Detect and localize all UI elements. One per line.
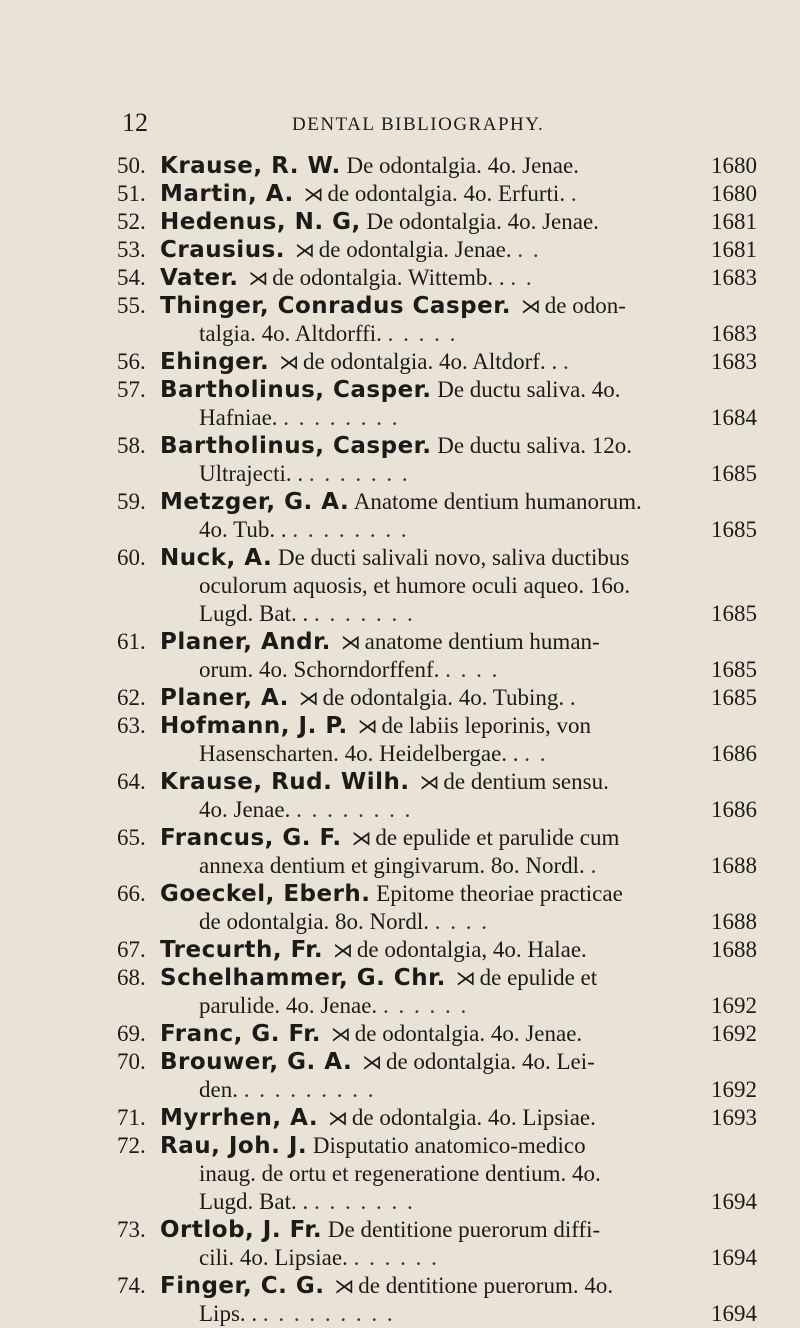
entry-text bbox=[160, 180, 677, 208]
entry-line bbox=[117, 1048, 757, 1076]
entry-line bbox=[117, 1020, 757, 1048]
entry-title: de odontalgia. Jenae. bbox=[318, 237, 512, 262]
entry-title: de odontalgia. 8o. Nordl. bbox=[199, 909, 429, 934]
entry-title: oculorum aquosis, et humore oculi aqueo. 16o. bbox=[199, 573, 631, 598]
dagger-mark-icon: ⋊ bbox=[351, 826, 372, 850]
entry-title: de odontalgia. 4o. Erfurti. bbox=[327, 181, 566, 206]
entry-title: de labiis leporinis, von bbox=[381, 713, 591, 738]
entry-author: Rau, Joh. J. bbox=[160, 1133, 308, 1159]
entry-author: Metzger, G. A. bbox=[160, 489, 350, 515]
entry-title: Anatome dentium humanorum. bbox=[353, 489, 642, 514]
entry-line bbox=[117, 1188, 757, 1216]
entry-title: parulide. 4o. Jenae. bbox=[199, 993, 378, 1018]
bibliography-entry bbox=[117, 348, 757, 376]
leader-dots: . . bbox=[517, 237, 541, 262]
entry-author: Schelhammer, G. Chr. bbox=[160, 965, 446, 991]
entry-number: 65. bbox=[117, 825, 146, 850]
entry-title: de epulide et bbox=[479, 965, 598, 990]
page-number: 12 bbox=[122, 108, 148, 137]
bibliography-entry bbox=[117, 684, 757, 712]
entry-title: den. bbox=[199, 1077, 238, 1102]
entry-text bbox=[160, 1132, 677, 1160]
entry-line bbox=[117, 264, 757, 292]
entry-title: De dentitione puerorum diffi- bbox=[327, 1217, 601, 1242]
entry-text bbox=[199, 1160, 677, 1188]
entry-number: 51. bbox=[117, 181, 146, 206]
entry-number: 57. bbox=[117, 377, 146, 402]
entry-text bbox=[160, 768, 677, 796]
entry-line bbox=[117, 768, 757, 796]
entry-number: 54. bbox=[117, 265, 146, 290]
entry-number: 74. bbox=[117, 1273, 146, 1298]
entry-text bbox=[160, 1020, 677, 1048]
entry-line bbox=[117, 208, 757, 236]
entry-text bbox=[160, 376, 677, 404]
entry-line bbox=[117, 516, 757, 544]
dagger-mark-icon: ⋊ bbox=[298, 686, 319, 710]
entry-text bbox=[199, 1300, 677, 1328]
entry-line bbox=[117, 684, 757, 712]
bibliography-entry bbox=[117, 264, 757, 292]
entry-text bbox=[160, 488, 677, 516]
entry-line bbox=[117, 544, 757, 572]
entry-line bbox=[117, 852, 757, 880]
bibliography-entry bbox=[117, 1104, 757, 1132]
entry-title: de dentium sensu. bbox=[443, 769, 609, 794]
bibliography-entry bbox=[117, 376, 757, 432]
entry-number: 55. bbox=[117, 293, 146, 318]
bibliography-entry bbox=[117, 1048, 757, 1104]
entry-text bbox=[199, 1188, 677, 1216]
bibliography-entry bbox=[117, 1132, 757, 1216]
entry-number: 66. bbox=[117, 881, 146, 906]
entry-title: De ductu saliva. 4o. bbox=[437, 377, 621, 402]
entry-title: de odontalgia. 4o. Altdorf. . bbox=[302, 349, 558, 374]
bibliography-entry bbox=[117, 544, 757, 628]
entry-title: De odontalgia. 4o. Jenae. bbox=[366, 209, 599, 234]
entry-line bbox=[117, 1160, 757, 1188]
entry-text bbox=[160, 236, 677, 264]
entry-title: annexa dentium et gingivarum. 8o. Nordl. bbox=[199, 853, 585, 878]
bibliography-entry bbox=[117, 292, 757, 348]
entry-number: 61. bbox=[117, 629, 146, 654]
bibliography-entry bbox=[117, 964, 757, 1020]
entry-text bbox=[160, 432, 677, 460]
leader-dots: . . bbox=[510, 265, 534, 290]
bibliography-list bbox=[117, 152, 757, 1328]
dagger-mark-icon: ⋊ bbox=[327, 1106, 348, 1130]
entry-author: Bartholinus, Casper. bbox=[160, 433, 432, 459]
entry-line bbox=[117, 404, 757, 432]
entry-text bbox=[160, 880, 677, 908]
leader-dots: . . . . . . . bbox=[314, 601, 415, 626]
entry-text bbox=[199, 1244, 677, 1272]
entry-year: 1692 bbox=[711, 1077, 757, 1102]
entry-year: 1688 bbox=[711, 937, 757, 962]
entry-text bbox=[160, 1048, 677, 1076]
dagger-mark-icon: ⋊ bbox=[332, 938, 353, 962]
entry-author: Myrrhen, A. bbox=[160, 1105, 319, 1131]
entry-line bbox=[117, 292, 757, 320]
page-header bbox=[122, 108, 682, 138]
entry-title: 4o. Tub. . bbox=[199, 517, 287, 542]
entry-title: Lips. . bbox=[199, 1301, 258, 1326]
entry-line bbox=[117, 880, 757, 908]
leader-dots: . . . . . . . . bbox=[292, 517, 409, 542]
entry-line bbox=[117, 1076, 757, 1104]
entry-text bbox=[199, 852, 677, 880]
entry-title: De odontalgia. 4o. Jenae. bbox=[346, 153, 579, 178]
entry-text bbox=[160, 348, 677, 376]
entry-title: Hasenscharten. 4o. Heidelbergae. . bbox=[199, 741, 519, 766]
entry-author: Ortlob, J. Fr. bbox=[160, 1217, 323, 1243]
entry-text bbox=[160, 936, 677, 964]
entry-text bbox=[160, 824, 677, 852]
dagger-mark-icon: ⋊ bbox=[248, 266, 269, 290]
entry-line bbox=[117, 572, 757, 600]
entry-year: 1685 bbox=[711, 685, 757, 710]
leader-dots: . . . . bbox=[445, 657, 500, 682]
leader-dots: . . . . . . . . bbox=[283, 405, 400, 430]
entry-text bbox=[199, 460, 677, 488]
entry-title: anatome dentium human- bbox=[364, 629, 600, 654]
entry-line bbox=[117, 628, 757, 656]
dagger-mark-icon: ⋊ bbox=[361, 1050, 382, 1074]
running-title: DENTAL BIBLIOGRAPHY. bbox=[292, 114, 545, 135]
entry-author: Francus, G. F. bbox=[160, 825, 342, 851]
entry-author: Nuck, A. bbox=[160, 545, 273, 571]
entry-year: 1684 bbox=[711, 405, 757, 430]
entry-text bbox=[199, 740, 677, 768]
dagger-mark-icon: ⋊ bbox=[294, 238, 315, 262]
entry-title: talgia. 4o. Altdorffi. bbox=[199, 321, 382, 346]
entry-title: cili. 4o. Lipsiae. bbox=[199, 1245, 348, 1270]
entry-title: orum. 4o. Schorndorffenf. bbox=[199, 657, 440, 682]
entry-author: Martin, A. bbox=[160, 181, 294, 207]
entry-text bbox=[199, 572, 677, 600]
leader-dots: . . . . . . . . . bbox=[262, 1301, 395, 1326]
entry-year: 1692 bbox=[711, 993, 757, 1018]
entry-number: 59. bbox=[117, 489, 146, 514]
entry-text bbox=[160, 628, 677, 656]
entry-line bbox=[117, 1104, 757, 1132]
leader-dots: . . . . . . . . bbox=[296, 797, 413, 822]
dagger-mark-icon: ⋊ bbox=[357, 714, 378, 738]
entry-line bbox=[117, 908, 757, 936]
entry-author: Thinger, Conradus Casper. bbox=[160, 293, 511, 319]
bibliography-entry bbox=[117, 152, 757, 180]
entry-text bbox=[160, 712, 677, 740]
entry-number: 67. bbox=[117, 937, 146, 962]
entry-year: 1688 bbox=[711, 909, 757, 934]
entry-year: 1685 bbox=[711, 657, 757, 682]
entry-number: 52. bbox=[117, 209, 146, 234]
entry-author: Goeckel, Eberh. bbox=[160, 881, 371, 907]
dagger-mark-icon: ⋊ bbox=[303, 182, 324, 206]
entry-text bbox=[160, 1272, 677, 1300]
leader-dots: . . . . . . . . . bbox=[243, 1077, 376, 1102]
entry-title: Epitome theoriae practicae bbox=[376, 881, 623, 906]
leader-dots: . . . . . . bbox=[382, 993, 469, 1018]
entry-year: 1681 bbox=[711, 237, 757, 262]
entry-author: Planer, A. bbox=[160, 685, 289, 711]
entry-author: Trecurth, Fr. bbox=[160, 937, 324, 963]
bibliography-entry bbox=[117, 824, 757, 880]
entry-number: 63. bbox=[117, 713, 146, 738]
entry-text bbox=[199, 992, 677, 1020]
leader-dots: . bbox=[570, 181, 579, 206]
entry-line bbox=[117, 656, 757, 684]
entry-text bbox=[160, 264, 677, 292]
bibliography-entry bbox=[117, 432, 757, 488]
dagger-mark-icon: ⋊ bbox=[330, 1022, 351, 1046]
entry-line bbox=[117, 740, 757, 768]
bibliography-entry bbox=[117, 936, 757, 964]
entry-year: 1694 bbox=[711, 1189, 757, 1214]
bibliography-entry bbox=[117, 1216, 757, 1272]
entry-number: 62. bbox=[117, 685, 146, 710]
entry-text bbox=[160, 684, 677, 712]
leader-dots: . bbox=[562, 349, 571, 374]
entry-number: 64. bbox=[117, 769, 146, 794]
entry-text bbox=[160, 964, 677, 992]
entry-line bbox=[117, 1244, 757, 1272]
entry-year: 1685 bbox=[711, 461, 757, 486]
entry-title: Hafniae. bbox=[199, 405, 278, 430]
entry-year: 1683 bbox=[711, 265, 757, 290]
entry-title: de epulide et parulide cum bbox=[375, 825, 620, 850]
entry-author: Hofmann, J. P. bbox=[160, 713, 348, 739]
entry-line bbox=[117, 1132, 757, 1160]
entry-author: Bartholinus, Casper. bbox=[160, 377, 432, 403]
bibliography-entry bbox=[117, 1272, 757, 1328]
entry-text bbox=[199, 404, 677, 432]
entry-line bbox=[117, 1300, 757, 1328]
entry-author: Finger, C. G. bbox=[160, 1273, 325, 1299]
leader-dots: . . . . . bbox=[387, 321, 458, 346]
entry-year: 1688 bbox=[711, 853, 757, 878]
entry-author: Hedenus, N. G, bbox=[160, 209, 361, 235]
entry-text bbox=[199, 320, 677, 348]
entry-line bbox=[117, 320, 757, 348]
entry-text bbox=[160, 292, 677, 320]
entry-line bbox=[117, 376, 757, 404]
entry-line bbox=[117, 824, 757, 852]
entry-title: de odontalgia. 4o. Tubing. . bbox=[322, 685, 576, 710]
entry-number: 71. bbox=[117, 1105, 146, 1130]
bibliography-entry bbox=[117, 712, 757, 768]
entry-line bbox=[117, 236, 757, 264]
entry-title: de odontalgia. 4o. Lei- bbox=[385, 1049, 595, 1074]
entry-title: Lugd. Bat. . bbox=[199, 601, 309, 626]
entry-number: 73. bbox=[117, 1217, 146, 1242]
entry-number: 58. bbox=[117, 433, 146, 458]
entry-year: 1686 bbox=[711, 797, 757, 822]
entry-line bbox=[117, 180, 757, 208]
leader-dots: . . . . bbox=[434, 909, 489, 934]
entry-title: de odontalgia. 4o. Lipsiae. bbox=[351, 1105, 596, 1130]
leader-dots: . . . . . . . bbox=[308, 461, 410, 486]
entry-author: Vater. bbox=[160, 265, 239, 291]
entry-year: 1693 bbox=[711, 1105, 757, 1130]
entry-number: 56. bbox=[117, 349, 146, 374]
entry-text bbox=[199, 908, 677, 936]
bibliography-entry bbox=[117, 628, 757, 684]
entry-line bbox=[117, 348, 757, 376]
entry-line bbox=[117, 488, 757, 516]
entry-number: 53. bbox=[117, 237, 146, 262]
entry-number: 70. bbox=[117, 1049, 146, 1074]
entry-number: 72. bbox=[117, 1133, 146, 1158]
entry-line bbox=[117, 796, 757, 824]
entry-line bbox=[117, 460, 757, 488]
dagger-mark-icon: ⋊ bbox=[520, 294, 541, 318]
entry-line bbox=[117, 964, 757, 992]
entry-title: inaug. de ortu et regeneratione dentium. 4o. bbox=[199, 1161, 601, 1186]
entry-line bbox=[117, 1216, 757, 1244]
entry-number: 50. bbox=[117, 153, 146, 178]
dagger-mark-icon: ⋊ bbox=[340, 630, 361, 654]
entry-title: Ultrajecti. . bbox=[199, 461, 304, 486]
entry-author: Planer, Andr. bbox=[160, 629, 331, 655]
entry-author: Krause, Rud. Wilh. bbox=[160, 769, 410, 795]
entry-text bbox=[199, 600, 677, 628]
entry-year: 1683 bbox=[711, 321, 757, 346]
entry-year: 1680 bbox=[711, 181, 757, 206]
entry-title: de odontalgia, 4o. Halae. bbox=[356, 937, 587, 962]
bibliography-entry bbox=[117, 768, 757, 824]
entry-text bbox=[160, 1216, 677, 1244]
dagger-mark-icon: ⋊ bbox=[334, 1274, 355, 1298]
entry-author: Crausius. bbox=[160, 237, 285, 263]
entry-year: 1680 bbox=[711, 153, 757, 178]
entry-title: 4o. Jenae. bbox=[199, 797, 291, 822]
entry-author: Franc, G. Fr. bbox=[160, 1021, 322, 1047]
entry-author: Ehinger. bbox=[160, 349, 270, 375]
entry-author: Krause, R. W. bbox=[160, 153, 341, 179]
bibliography-entry bbox=[117, 1020, 757, 1048]
entry-title: de odontalgia. Wittemb. . bbox=[272, 265, 505, 290]
leader-dots: . . . . . . . bbox=[314, 1189, 415, 1214]
entry-title: De ductu saliva. 12o. bbox=[437, 433, 633, 458]
bibliography-entry bbox=[117, 880, 757, 936]
entry-text bbox=[160, 152, 677, 180]
dagger-mark-icon: ⋊ bbox=[419, 770, 440, 794]
entry-year: 1685 bbox=[711, 601, 757, 626]
entry-year: 1694 bbox=[711, 1301, 757, 1326]
entry-title: Lugd. Bat. . bbox=[199, 1189, 309, 1214]
entry-text bbox=[199, 1076, 677, 1104]
bibliography-entry bbox=[117, 180, 757, 208]
entry-line bbox=[117, 432, 757, 460]
entry-year: 1692 bbox=[711, 1021, 757, 1046]
bibliography-entry bbox=[117, 208, 757, 236]
entry-line bbox=[117, 1272, 757, 1300]
entry-number: 60. bbox=[117, 545, 146, 570]
entry-number: 68. bbox=[117, 965, 146, 990]
entry-text bbox=[160, 544, 677, 572]
leader-dots: . . . . . . bbox=[353, 1245, 439, 1270]
entry-text bbox=[160, 208, 677, 236]
entry-year: 1694 bbox=[711, 1245, 757, 1270]
entry-line bbox=[117, 600, 757, 628]
dagger-mark-icon: ⋊ bbox=[455, 966, 476, 990]
entry-title: Disputatio anatomico-medico bbox=[312, 1133, 586, 1158]
entry-line bbox=[117, 712, 757, 740]
leader-dots: . . bbox=[524, 741, 548, 766]
entry-line bbox=[117, 992, 757, 1020]
entry-line bbox=[117, 936, 757, 964]
entry-title: de odontalgia. 4o. Jenae. bbox=[354, 1021, 583, 1046]
bibliography-entry bbox=[117, 236, 757, 264]
entry-text bbox=[199, 656, 677, 684]
entry-year: 1681 bbox=[711, 209, 757, 234]
entry-number: 69. bbox=[117, 1021, 146, 1046]
entry-title: de odon- bbox=[544, 293, 626, 318]
entry-text bbox=[160, 1104, 677, 1132]
entry-year: 1683 bbox=[711, 349, 757, 374]
entry-author: Brouwer, G. A. bbox=[160, 1049, 353, 1075]
entry-title: de dentitione puerorum. 4o. bbox=[358, 1273, 614, 1298]
bibliography-entry bbox=[117, 488, 757, 544]
entry-year: 1686 bbox=[711, 741, 757, 766]
entry-title: De ducti salivali novo, saliva ductibus bbox=[278, 545, 630, 570]
entry-text bbox=[199, 516, 677, 544]
entry-line bbox=[117, 152, 757, 180]
leader-dots: . bbox=[590, 853, 599, 878]
entry-year: 1685 bbox=[711, 517, 757, 542]
dagger-mark-icon: ⋊ bbox=[278, 350, 299, 374]
entry-text bbox=[199, 796, 677, 824]
